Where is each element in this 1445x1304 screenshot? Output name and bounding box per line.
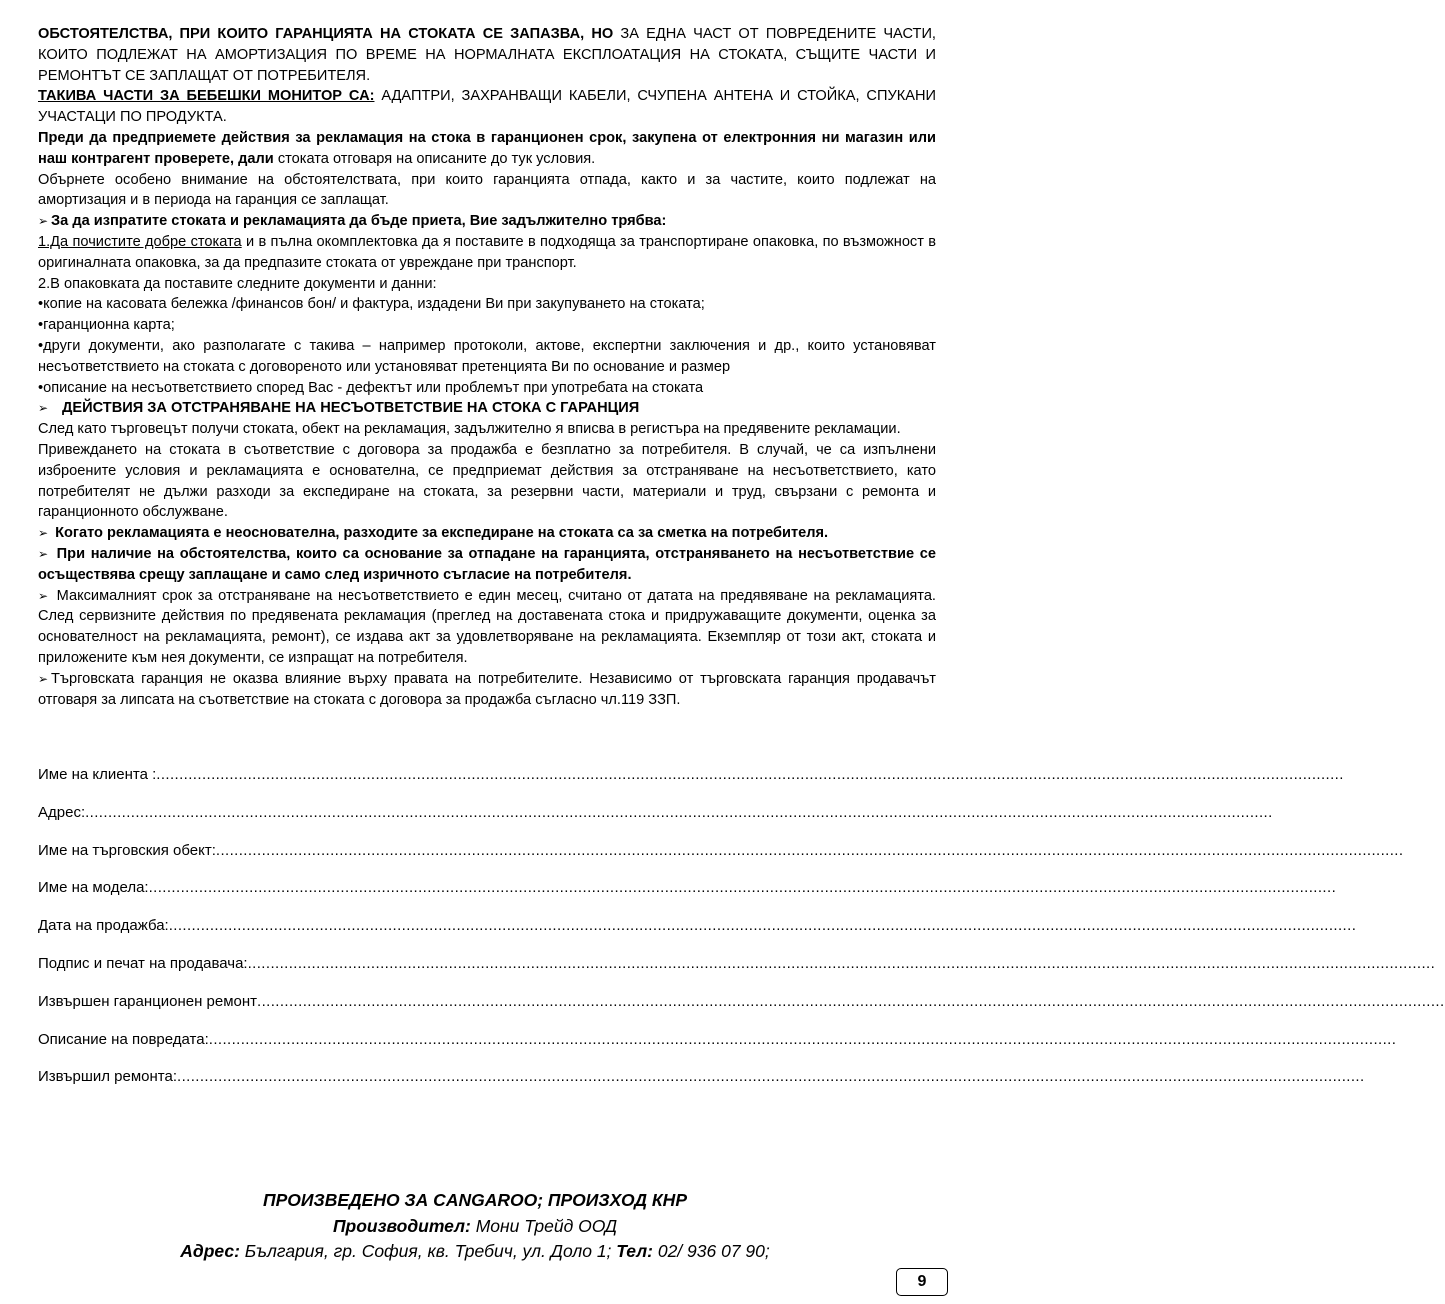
paragraph-attention: Обърнете особено внимание на обстоятелствата, при които гаранцията отпада, както и за частите, които подлежат на амортизация и в периода на гаранция се заплащат. — [38, 171, 936, 209]
body-text: и в пълна окомплектовка да я поставите в подходяща за транспортиране опаковка, по възможност в оригиналната опаковка, за да предпазите стоката от увреждане при транспорт. — [38, 233, 936, 271]
paragraph-paid-repair — [38, 544, 936, 586]
dotted-line: .................................................................................................................................................................................................................................................................... — [215, 841, 1404, 859]
arrow-bullet-icon: ➢ — [38, 401, 49, 416]
paragraph-step-clean — [38, 232, 936, 274]
paragraph-step-documents: 2.В опаковката да поставите следните документи и данни: — [38, 275, 437, 292]
form-field-seller-signature[interactable] — [38, 954, 1436, 993]
body-text: стоката отговаря на описаните до тук условия. — [273, 150, 596, 167]
origin-line: ПРОИЗВЕДЕНО ЗА CANGAROO; ПРОИЗХОД КНР — [263, 1190, 687, 1210]
heading-text: При наличие на обстоятелства, които са основание за отпадане на гаранцията, отстраняването на несъответствие се осъществява срещу заплащане и само след изричното съгласие на потребителя. — [38, 545, 936, 583]
list-item-description: •описание на несъответствието според Вас - дефектът или проблемът при употребата на стоката — [38, 379, 704, 396]
body-text: АДАПТРИ, ЗАХРАНВАЩИ КАБЕЛИ, СЧУПЕНА АНТЕНА И СТОЙКА, СПУКАНИ УЧАСТАЦИ ПО ПРОДУКТА. — [38, 88, 936, 126]
form-field-damage-description[interactable] — [38, 1030, 1397, 1069]
field-label: Адрес: — [38, 803, 86, 821]
address-line — [0, 1239, 950, 1265]
body-text: ЗА ЕДНА ЧАСТ ОТ ПОВРЕДЕНИТЕ ЧАСТИ, КОИТО ПОДЛЕЖАТ НА АМОРТИЗАЦИЯ ПО ВРЕМЕ НА НОРМАЛНАТА ЕКСПЛОАТАЦИЯ НА СТОКАТА, СЪЩИТЕ ЧАСТИ И РЕМОНТЪТ СЕ ЗАПЛАЩАТ ОТ ПОТРЕБИТЕЛЯ. — [38, 26, 936, 84]
field-label: Извършил ремонта: — [38, 1068, 178, 1086]
page-number: 9 — [896, 1268, 948, 1296]
heading-text: Когато рекламацията е неоснователна, разходите за експедиране на стоката са за сметка на потребителя. — [55, 525, 829, 542]
warranty-text — [38, 24, 936, 710]
form-field-sale-date[interactable] — [38, 917, 1357, 955]
heading-text: ДЕЙСТВИЯ ЗА ОТСТРАНЯВАНЕ НА НЕСЪОТВЕТСТВИЕ НА СТОКА С ГАРАНЦИЯ — [62, 400, 640, 417]
body-text: Максималният срок за отстраняване на несъответствието е един месец, считано от датата на предявяване на рекламацията. След сервизните действия по предявената рекламация (преглед на доставената стока и придружаващите документи, оценка за основателност на рекламацията, ремонт), се издава акт за удовлетворяване на рекламацията. Екземпляр от този акт, стоката и приложените към нея документи, се изпращат на потребителя. — [38, 587, 936, 666]
form-field-warranty-repair[interactable] — [38, 992, 1445, 1031]
dotted-line: .................................................................................................................................................................................................................................................................... — [168, 917, 1357, 935]
underlined-text: 1.Да почистите добре стоката — [38, 233, 242, 250]
arrow-bullet-icon: ➢ — [38, 526, 49, 541]
dotted-line: .................................................................................................................................................................................................................................................................... — [177, 1068, 1365, 1086]
form-field-model-name[interactable] — [38, 879, 1337, 917]
dotted-line: .................................................................................................................................................................................................................................................................... — [257, 992, 1445, 1010]
paragraph-max-term — [38, 586, 936, 669]
form-field-store-name[interactable] — [38, 841, 1404, 880]
paragraph-baby-monitor-parts — [38, 86, 936, 128]
warranty-form — [38, 766, 1445, 1106]
field-label: Име на клиента : — [38, 766, 157, 783]
paragraph-unfounded-claim — [38, 523, 936, 544]
paragraph-commercial-warranty — [38, 669, 936, 711]
arrow-bullet-icon: ➢ — [38, 588, 49, 603]
body-text: Търговската гаранция не оказва влияние върху правата на потребителите. Независимо от търговската гаранция продавачът отговаря за липсата на съответствие на стоката с договора за продажба съгласно чл.119 ЗЗП. — [38, 670, 936, 708]
address-label: Адрес: — [180, 1241, 240, 1261]
arrow-bullet-icon: ➢ — [38, 671, 49, 686]
field-label: Име на модела: — [38, 879, 149, 897]
heading-text: ОБСТОЯТЕЛСТВА, ПРИ КОИТО ГАРАНЦИЯТА НА СТОКАТА СЕ ЗАПАЗВА, НО — [38, 26, 614, 42]
heading-text: Преди да предприемете действия за рекламация на стока в гаранционен срок, закупена от електронния ни магазин или наш контрагент проверете, дали — [38, 129, 936, 167]
manufacturer-value: Мони Трейд ООД — [470, 1215, 618, 1236]
paragraph-actions-heading — [38, 398, 936, 419]
heading-text: За да изпратите стоката и рекламацията да бъде приета, Вие задължително трябва: — [51, 213, 667, 230]
field-label: Описание на повредата: — [38, 1030, 209, 1048]
paragraph-free-repair: Привеждането на стоката в съответствие с договора за продажба е безплатно за потребителя. В случай, че са изпълнени изброените условия и рекламацията е основателна, се предприемат действия за отстраняване на несъответствието, като потребителят не дължи разходи за експедиране на стоката, за резервни части, материали и труд, свързани с ремонта и гаранционното обслужване. — [38, 441, 936, 521]
paragraph-registration: След като търговецът получи стоката, обект на рекламация, задължително я вписва в регистъра на предявените рекламации. — [38, 421, 901, 438]
form-field-repaired-by[interactable] — [38, 1068, 1365, 1106]
address-value: България, гр. София, кв. Требич, ул. Доло 1; — [239, 1241, 612, 1261]
list-item-warranty-card: •гаранционна карта; — [38, 317, 175, 334]
dotted-line: .................................................................................................................................................................................................................................................................... — [148, 879, 1337, 897]
phone-label: Тел: — [611, 1241, 653, 1261]
arrow-bullet-icon: ➢ — [38, 214, 49, 229]
field-label: Подпис и печат на продавача: — [38, 954, 248, 972]
manufacturer-footer — [0, 1188, 950, 1265]
paragraph-warranty-preserved — [38, 24, 936, 86]
paragraph-send-requirements — [38, 211, 936, 232]
list-item-other-documents: •други документи, ако разполагате с такива – например протоколи, актове, експертни заключения и др., които установяват несъответствието на стоката с договореното или установяват претенцията Ви по основание и размер — [38, 337, 936, 375]
paragraph-before-claim — [38, 128, 936, 170]
field-label: Извършен гаранционен ремонт — [38, 992, 258, 1010]
form-field-client-name[interactable] — [38, 766, 1344, 804]
list-item-receipt: •копие на касовата бележка /финансов бон/ и фактура, издадени Ви при закупуването на стоката; — [38, 296, 705, 313]
dotted-line: .................................................................................................................................................................................................................................................................... — [208, 1030, 1397, 1048]
arrow-bullet-icon: ➢ — [38, 546, 49, 561]
dotted-line: .................................................................................................................................................................................................................................................................... — [156, 766, 1344, 783]
phone-value: 02/ 936 07 90; — [652, 1241, 770, 1261]
manufacturer-label: Производител: — [332, 1215, 471, 1236]
manufacturer-line — [0, 1214, 950, 1240]
dotted-line: .................................................................................................................................................................................................................................................................... — [85, 803, 1273, 821]
form-field-address[interactable] — [38, 803, 1273, 842]
dotted-line: .................................................................................................................................................................................................................................................................... — [247, 954, 1436, 972]
field-label: Име на търговския обект: — [38, 841, 216, 859]
heading-text: ТАКИВА ЧАСТИ ЗА БЕБЕШКИ МОНИТОР СА: — [38, 88, 375, 105]
field-label: Дата на продажба: — [38, 917, 169, 935]
